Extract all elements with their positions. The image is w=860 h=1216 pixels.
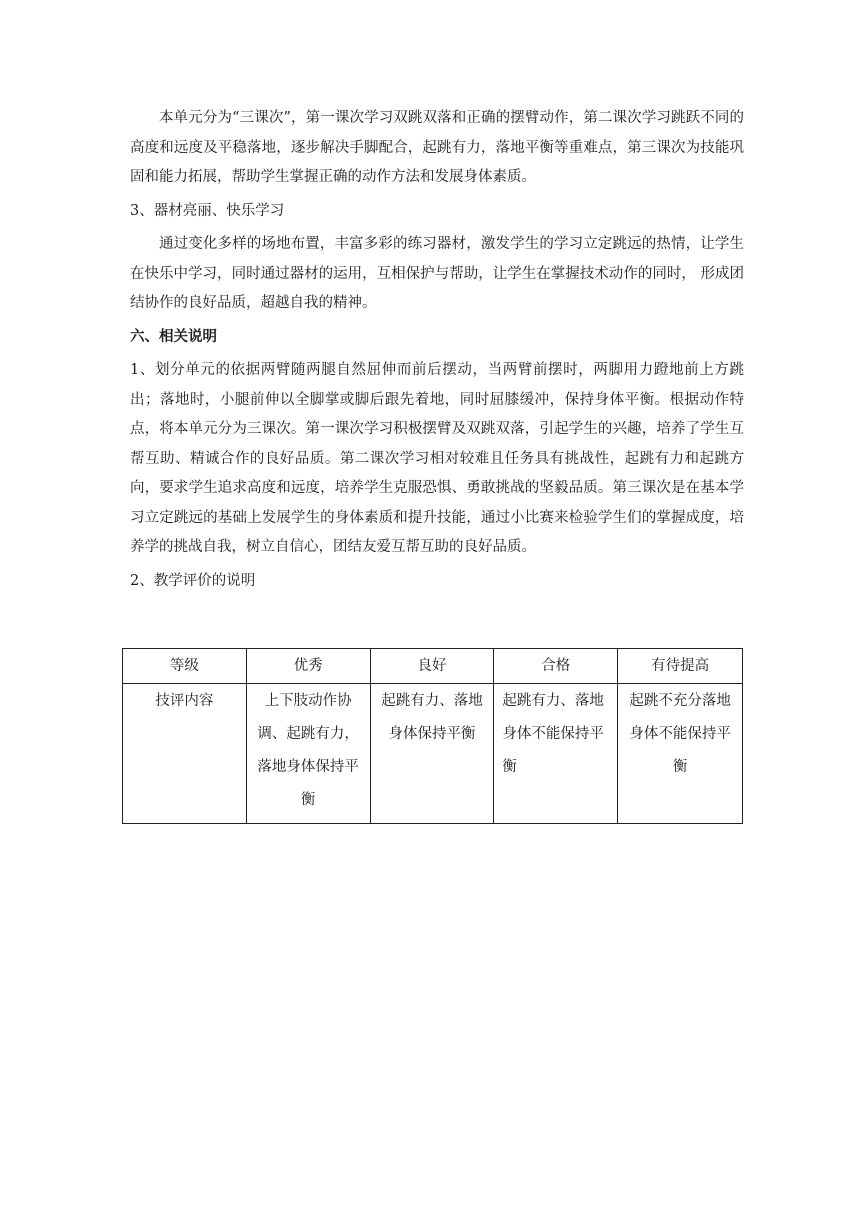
subheading-evaluation: 2、教学评价的说明	[130, 572, 256, 589]
header-good: 良好	[370, 649, 494, 684]
row-label-technical-evaluation: 技评内容	[123, 684, 247, 824]
cell-excellent-text: 上下肢动作协调、起跳有力，落地身体保持平衡	[257, 693, 359, 808]
paragraph-equipment: 通过变化多样的场地布置，丰富多彩的练习器材，激发学生的学习立定跳远的热情，让学生在快乐中学习，同时通过器材的运用，互相保护与帮助，让学生在掌握技术动作的同时， 形成团结协作的良好品质，超越自我的精神。	[130, 236, 744, 311]
cell-needs-improvement-text: 起跳不充分落地身体不能保持平衡	[629, 693, 731, 775]
header-pass: 合格	[494, 649, 618, 684]
header-needs-improvement: 有待提高	[618, 649, 743, 684]
paragraph-unit-structure: 本单元分为“三课次”，第一课次学习双跳双落和正确的摆臂动作，第二课次学习跳跃不同的高度和远度及平稳落地，逐步解决手脚配合，起跳有力，落地平衡等重难点，第三课次为技能巩固和能力拓展，帮助学生掌握正确的动作方法和发展身体素质。	[130, 110, 744, 185]
table-header-row	[123, 649, 743, 684]
table-row	[123, 684, 743, 824]
cell-needs-improvement	[618, 684, 743, 824]
cell-pass	[494, 684, 618, 824]
header-excellent: 优秀	[246, 649, 370, 684]
cell-excellent	[246, 684, 370, 824]
document-body	[130, 104, 744, 600]
cell-pass-text: 起跳有力、落地身体不能保持平衡	[502, 693, 604, 775]
section-heading-notes: 六、相关说明	[130, 328, 217, 345]
cell-good-text: 起跳有力、落地身体保持平衡	[381, 693, 483, 742]
subheading-equipment: 3、器材亮丽、快乐学习	[130, 202, 285, 219]
evaluation-table	[122, 648, 743, 824]
cell-good	[370, 684, 494, 824]
header-grade: 等级	[123, 649, 247, 684]
paragraph-unit-basis: 1、划分单元的依据两臂随两腿自然屈伸而前后摆动，当两臂前摆时，两脚用力蹬地前上方跳出；落地时，小腿前伸以全脚掌或脚后跟先着地，同时屈膝缓冲，保持身体平衡。根据动作特点，将本单元分为三课次。第一课次学习积极摆臂及双跳双落，引起学生的兴趣，培养了学生互帮互助、精诚合作的良好品质。第二课次学习相对较难且任务具有挑战性，起跳有力和起跳方向，要求学生追求高度和远度，培养学生克服恐惧、勇敢挑战的坚毅品质。第三课次是在基本学习立定跳远的基础上发展学生的身体素质和提升技能，通过小比赛来检验学生们的掌握成度，培养学的挑战自我，树立自信心，团结友爱互帮互助的良好品质。	[130, 362, 744, 555]
